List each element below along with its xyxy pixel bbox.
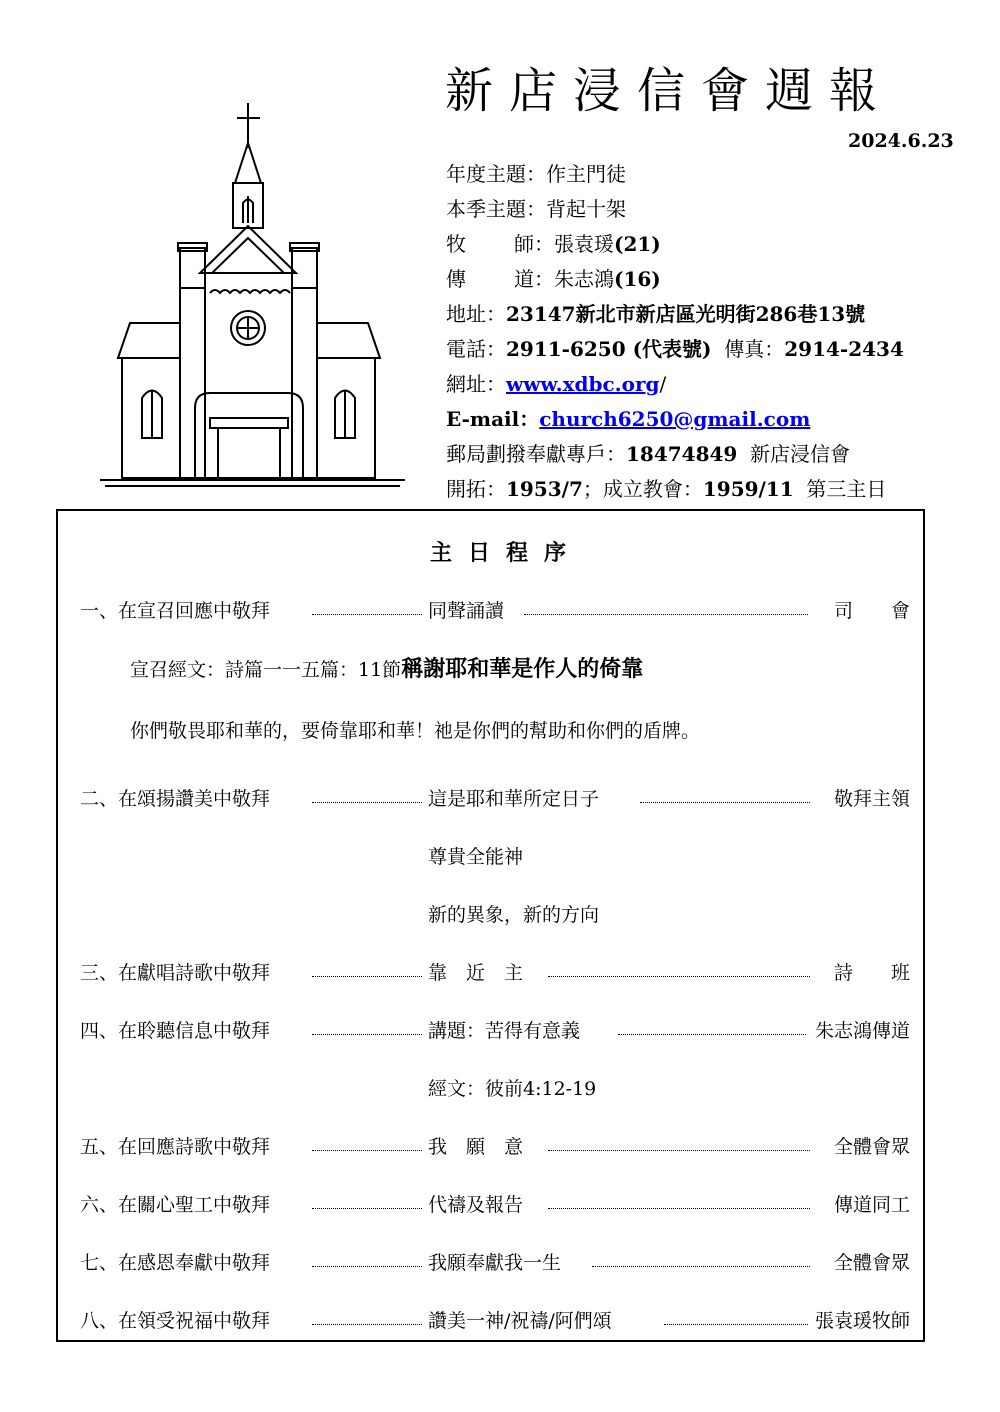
program-leader: 傳道同工 [833, 1194, 910, 1216]
program-item [80, 596, 910, 624]
program-step: 二、在頌揚讚美中敬拜 [80, 788, 271, 810]
program-content: 我 願 意 [428, 1136, 524, 1158]
program-leader: 張袁瑗牧師 [814, 1310, 910, 1332]
program-leader: 全體會眾 [833, 1252, 910, 1274]
program-item [80, 958, 910, 986]
bulletin-date: 2024.6.23 [848, 130, 954, 152]
year-theme: 年度主題：作主門徒 [446, 162, 626, 186]
program-step: 三、在獻唱詩歌中敬拜 [80, 962, 271, 984]
program-content: 讚美一神/祝禱/阿們頌 [428, 1310, 612, 1332]
program-content: 我願奉獻我一生 [428, 1252, 562, 1274]
call-scripture-text: 你們敬畏耶和華的，要倚靠耶和華！祂是你們的幫助和你們的盾牌。 [130, 720, 701, 742]
song-extra: 尊貴全能神 [428, 846, 524, 868]
song-extra: 新的異象，新的方向 [428, 904, 600, 926]
founded-line: 開拓：1953/7；成立教會：1959/11 第三主日 [446, 477, 887, 501]
program-leader: 敬拜主領 [833, 788, 910, 810]
program-step: 四、在聆聽信息中敬拜 [80, 1020, 271, 1042]
phone-line: 電話：2911-6250 (代表號) 傳真：2914-2434 [446, 337, 904, 361]
church-building-icon [100, 103, 405, 486]
preacher-line: 傳 道：朱志鴻(16) [446, 267, 661, 291]
email-line: E-mail：church6250@gmail.com [446, 407, 811, 431]
program-step: 六、在關心聖工中敬拜 [80, 1194, 271, 1216]
program-content: 靠 近 主 [428, 962, 524, 984]
program-content: 講題：苦得有意義 [428, 1020, 581, 1042]
church-illustration [100, 98, 405, 490]
email-link[interactable]: church6250@gmail.com [539, 407, 811, 431]
program-content: 這是耶和華所定日子 [428, 788, 600, 810]
website-link[interactable]: www.xdbc.org [506, 372, 660, 396]
postal-line: 郵局劃撥奉獻專戶：18474849 新店浸信會 [446, 442, 851, 466]
program-item [80, 1306, 910, 1334]
program-item [80, 1016, 910, 1044]
program-leader: 司 會 [833, 600, 910, 622]
program-step: 五、在回應詩歌中敬拜 [80, 1136, 271, 1158]
program-step: 八、在領受祝福中敬拜 [80, 1310, 271, 1332]
bulletin-title: 新店浸信會週報 [445, 63, 894, 119]
program-leader: 詩 班 [833, 962, 910, 984]
program-item [80, 1132, 910, 1160]
program-item [80, 784, 910, 812]
program-leader: 朱志鴻傳道 [814, 1020, 910, 1042]
program-step: 一、在宣召回應中敬拜 [80, 600, 271, 622]
program-item [80, 1248, 910, 1276]
program-content: 代禱及報告 [428, 1194, 524, 1216]
pastor-line: 牧 師：張袁瑗(21) [446, 232, 661, 256]
program-leader: 全體會眾 [833, 1136, 910, 1158]
program-step: 七、在感恩奉獻中敬拜 [80, 1252, 271, 1274]
program-item [80, 1190, 910, 1218]
program-content: 同聲誦讀 [428, 600, 505, 622]
address-line: 地址：23147新北市新店區光明街286巷13號 [446, 302, 866, 326]
website-line: 網址：www.xdbc.org/ [446, 372, 667, 396]
program-title: 主日程序 [430, 540, 583, 566]
season-theme: 本季主題：背起十架 [446, 197, 626, 221]
sermon-scripture: 經文：彼前4:12-19 [428, 1078, 597, 1100]
call-scripture: 宣召經文：詩篇一一五篇：11節稱謝耶和華是作人的倚靠 [130, 656, 644, 682]
